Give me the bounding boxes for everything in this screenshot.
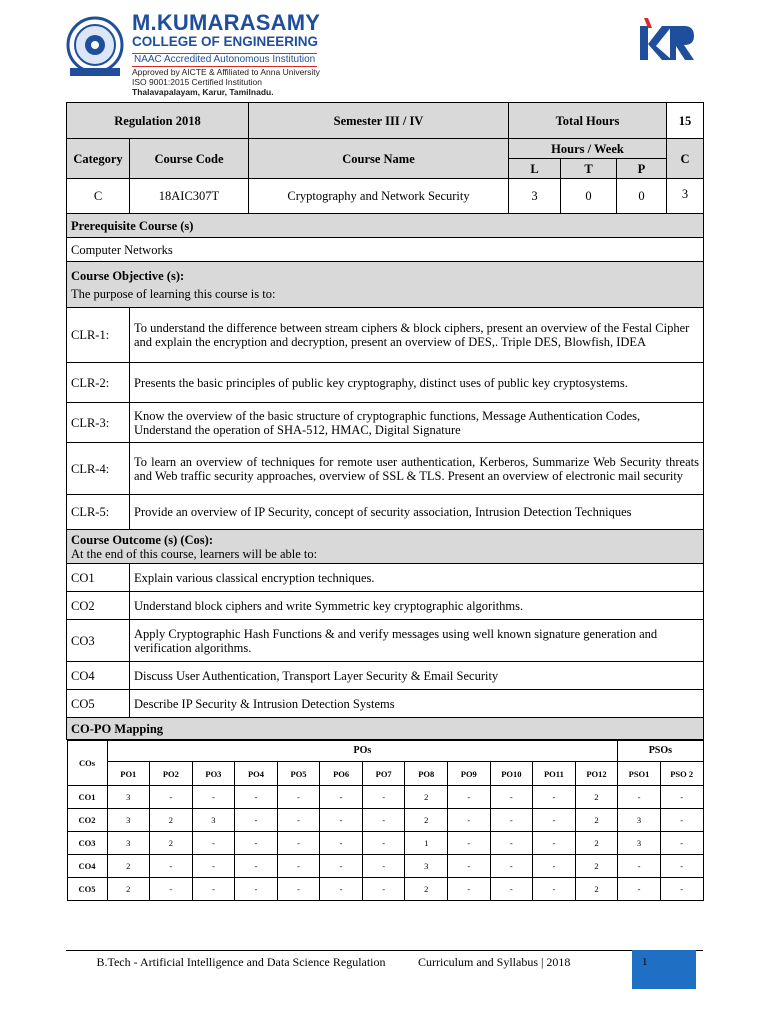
co-code: CO1 [67, 564, 130, 592]
hours-week-header: Hours / Week [509, 139, 667, 159]
co-code: CO4 [67, 662, 130, 690]
co-po-value: - [320, 786, 363, 809]
co-text: Describe IP Security & Intrusion Detection Systems [130, 690, 704, 718]
total-hours-value: 15 [667, 103, 704, 139]
course-name-header: Course Name [249, 139, 509, 179]
clr-text: To understand the difference between stream ciphers & block ciphers, present an overview of the Festal Cipher and explain the encryption and decryption, present an overview of DES,. Triple DES, Blowfish, IDEA [130, 308, 704, 363]
co-po-row-label: CO4 [67, 855, 107, 878]
co-text: Understand block ciphers and write Symmetric key cryptographic algorithms. [130, 592, 704, 620]
total-hours-label: Total Hours [509, 103, 667, 139]
po-header: PO10 [490, 762, 533, 786]
pso-header: PSO1 [618, 762, 661, 786]
co-po-mapping-table [67, 740, 704, 901]
page-number: 1 [642, 956, 648, 968]
co-po-row [67, 786, 703, 809]
po-header: PO6 [320, 762, 363, 786]
co-po-row-label: CO2 [67, 809, 107, 832]
co-po-value: - [192, 878, 235, 901]
clr-text: Presents the basic principles of public key cryptography, distinct uses of public key cryptosystems. [130, 363, 704, 403]
course-name-value: Cryptography and Network Security [249, 179, 509, 214]
course-table [66, 102, 704, 901]
co-po-row [67, 832, 703, 855]
practical-hours: 0 [617, 179, 667, 214]
co-code: CO2 [67, 592, 130, 620]
co-po-value: - [277, 878, 320, 901]
co-po-value: - [192, 832, 235, 855]
co-po-value: 2 [405, 878, 448, 901]
co-po-value: - [362, 855, 405, 878]
co-po-value: 3 [618, 809, 661, 832]
co-code: CO3 [67, 620, 130, 662]
college-header [60, 10, 710, 97]
college-subtitle: COLLEGE OF ENGINEERING [132, 34, 319, 49]
course-objective-title: Course Objective (s): [71, 268, 185, 283]
pso-header: PSO 2 [660, 762, 703, 786]
lecture-hours: 3 [509, 179, 561, 214]
co-po-value: 1 [405, 832, 448, 855]
po-header: PO3 [192, 762, 235, 786]
co-po-value: - [192, 855, 235, 878]
co-po-value: - [277, 809, 320, 832]
co-po-value: - [660, 878, 703, 901]
co-po-value: 2 [107, 878, 150, 901]
co-po-row [67, 878, 703, 901]
page-number-box [632, 950, 696, 989]
lecture-header: L [509, 159, 561, 179]
po-header: PO7 [362, 762, 405, 786]
co-po-value: - [235, 855, 278, 878]
tutorial-hours: 0 [561, 179, 617, 214]
co-po-value: - [533, 878, 576, 901]
co-po-value: - [277, 832, 320, 855]
course-outcome-title: Course Outcome (s) (Cos): [71, 532, 213, 547]
course-code-value: 18AIC307T [130, 179, 249, 214]
co-po-value: - [660, 832, 703, 855]
naac-accreditation: NAAC Accredited Autonomous Institution [134, 54, 316, 65]
co-po-value: 3 [405, 855, 448, 878]
co-po-row-label: CO1 [67, 786, 107, 809]
co-po-value: - [320, 855, 363, 878]
course-outcome-header [67, 530, 704, 564]
co-po-value: - [448, 786, 491, 809]
prerequisite-title: Prerequisite Course (s) [67, 214, 704, 238]
po-header: PO12 [575, 762, 618, 786]
practical-header: P [617, 159, 667, 179]
co-po-value: - [320, 809, 363, 832]
co-po-value: - [490, 786, 533, 809]
po-header: PO2 [150, 762, 193, 786]
co-po-value: 2 [575, 878, 618, 901]
po-header: PO1 [107, 762, 150, 786]
co-po-value: - [235, 786, 278, 809]
co-po-value: - [362, 878, 405, 901]
co-po-rows [67, 786, 703, 901]
co-po-value: 3 [107, 809, 150, 832]
clr-text: To learn an overview of techniques for remote user authentication, Kerberos, Summarize Web Security threats and Web traffic security approaches, overview of SSL & TLS. Present an overview of electronic mail security [130, 443, 704, 495]
co-po-value: - [448, 878, 491, 901]
category-header: Category [67, 139, 130, 179]
co-po-value: 2 [575, 832, 618, 855]
co-po-value: - [533, 809, 576, 832]
co-po-value: 2 [107, 855, 150, 878]
pos-header: POs [107, 741, 618, 762]
co-po-value: 2 [575, 855, 618, 878]
co-po-value: - [660, 786, 703, 809]
co-po-value: - [192, 786, 235, 809]
co-po-value: - [618, 786, 661, 809]
cos-header: COs [67, 741, 107, 786]
po-header: PO4 [235, 762, 278, 786]
kr-logo-icon [636, 14, 698, 62]
course-objective-intro: The purpose of learning this course is to: [71, 286, 276, 301]
co-po-value: 2 [150, 809, 193, 832]
co-po-value: - [362, 832, 405, 855]
co-code: CO5 [67, 690, 130, 718]
co-text: Discuss User Authentication, Transport Layer Security & Email Security [130, 662, 704, 690]
co-text: Explain various classical encryption techniques. [130, 564, 704, 592]
credits-value: 3 [667, 179, 704, 214]
clr-code: CLR-4: [67, 443, 130, 495]
footer-program: B.Tech - Artificial Intelligence and Data Science Regulation [96, 955, 386, 969]
co-po-value: - [320, 832, 363, 855]
co-po-row [67, 855, 703, 878]
po-header: PO8 [405, 762, 448, 786]
clr-text: Provide an overview of IP Security, concept of security association, Intrusion Detection Techniques [130, 495, 704, 530]
co-po-value: - [490, 809, 533, 832]
co-po-value: - [150, 786, 193, 809]
co-po-row-label: CO5 [67, 878, 107, 901]
co-po-value: 3 [618, 832, 661, 855]
co-po-value: - [362, 809, 405, 832]
co-po-value: - [660, 809, 703, 832]
footer-rule [66, 950, 703, 951]
clr-code: CLR-3: [67, 403, 130, 443]
co-po-value: 3 [192, 809, 235, 832]
co-po-value: - [448, 832, 491, 855]
co-po-value: - [277, 855, 320, 878]
co-po-value: - [235, 878, 278, 901]
co-po-value: 3 [107, 832, 150, 855]
tutorial-header: T [561, 159, 617, 179]
psos-header: PSOs [618, 741, 703, 762]
co-po-mapping-title: CO-PO Mapping [67, 718, 704, 740]
co-po-value: - [533, 832, 576, 855]
co-po-row-label: CO3 [67, 832, 107, 855]
credits-header: C [667, 139, 704, 179]
clr-code: CLR-2: [67, 363, 130, 403]
college-address: Thalavapalayam, Karur, Tamilnadu. [132, 87, 274, 97]
clr-code: CLR-1: [67, 308, 130, 363]
co-po-value: - [490, 878, 533, 901]
clr-text: Know the overview of the basic structure of cryptographic functions, Message Authentication Codes, Understand the operation of SHA-512, HMAC, Digital Signature [130, 403, 704, 443]
co-po-value: - [150, 878, 193, 901]
co-po-value: - [660, 855, 703, 878]
college-seal-icon [64, 16, 126, 78]
co-po-value: 3 [107, 786, 150, 809]
co-po-value: - [150, 855, 193, 878]
co-po-mapping-container [67, 740, 704, 902]
course-outcome-intro: At the end of this course, learners will be able to: [71, 546, 318, 561]
co-po-value: - [618, 855, 661, 878]
approval-text: Approved by AICTE & Affiliated to Anna University [132, 67, 320, 77]
course-objective-header [67, 262, 704, 308]
co-po-value: - [618, 878, 661, 901]
co-po-value: - [533, 855, 576, 878]
clr-code: CLR-5: [67, 495, 130, 530]
po-header: PO11 [533, 762, 576, 786]
college-name: M.KUMARASAMY [132, 10, 321, 35]
co-po-value: - [490, 855, 533, 878]
co-po-value: 2 [405, 809, 448, 832]
co-text: Apply Cryptographic Hash Functions & and verify messages using well known signature generation and verification algorithms. [130, 620, 704, 662]
footer-curriculum: Curriculum and Syllabus | 2018 [418, 955, 571, 969]
co-po-value: - [320, 878, 363, 901]
co-po-value: 2 [575, 786, 618, 809]
co-po-value: 2 [405, 786, 448, 809]
co-po-value: - [533, 786, 576, 809]
iso-text: ISO 9001:2015 Certified Institution [132, 77, 262, 87]
co-po-value: - [448, 855, 491, 878]
co-po-value: 2 [575, 809, 618, 832]
semester-cell: Semester III / IV [249, 103, 509, 139]
co-po-value: - [277, 786, 320, 809]
co-po-value: - [362, 786, 405, 809]
college-title-block [132, 12, 472, 97]
category-value: C [67, 179, 130, 214]
course-code-header: Course Code [130, 139, 249, 179]
co-po-value: - [235, 832, 278, 855]
co-po-value: - [448, 809, 491, 832]
po-header: PO9 [448, 762, 491, 786]
prerequisite-value: Computer Networks [67, 238, 704, 262]
co-po-value: 2 [150, 832, 193, 855]
regulation-cell: Regulation 2018 [67, 103, 249, 139]
po-header: PO5 [277, 762, 320, 786]
co-po-row [67, 809, 703, 832]
co-po-value: - [490, 832, 533, 855]
co-po-value: - [235, 809, 278, 832]
